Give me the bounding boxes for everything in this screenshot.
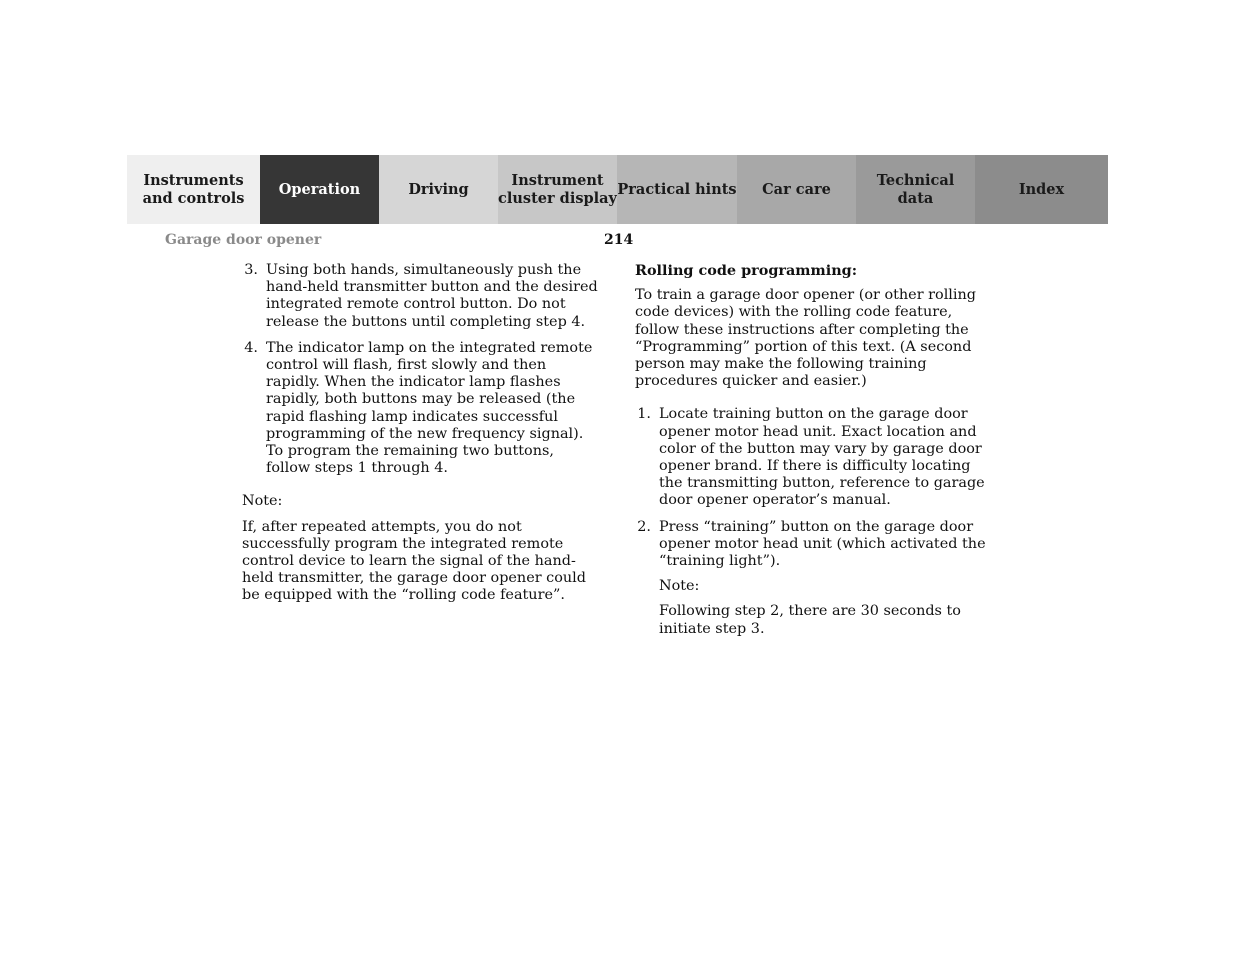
tab-practical-hints[interactable] — [617, 155, 737, 224]
tab-driving[interactable] — [379, 155, 498, 224]
step-text: Press “training” button on the garage door opener motor head unit (which activated the “training light”). — [659, 518, 986, 570]
tab-operation[interactable] — [260, 155, 379, 224]
right-column — [635, 262, 995, 647]
tab-label: Driving — [408, 180, 469, 198]
step-list — [635, 406, 995, 637]
section-heading: Rolling code programming: — [635, 262, 858, 279]
list-item — [635, 519, 995, 638]
list-item — [635, 406, 995, 509]
tab-car-care[interactable] — [737, 155, 856, 224]
tab-label: Instrument cluster display — [498, 171, 617, 207]
note-label: Note: — [242, 493, 283, 510]
chapter-tab-bar — [127, 155, 1108, 224]
tab-label: Car care — [762, 180, 831, 198]
tab-instrument-cluster-display[interactable] — [498, 155, 617, 224]
tab-label: Technical data — [876, 171, 955, 207]
tab-technical-data[interactable] — [856, 155, 975, 224]
step-number: 3. — [244, 262, 258, 278]
note-text: If, after repeated attempts, you do not successfully program the integrated remote control device to learn the signal of the hand-held transmitter, the garage door opener could be equipped with the “rolling code feature”. — [242, 518, 586, 604]
page-number: 214 — [604, 232, 634, 248]
note-label: Note: — [659, 578, 700, 595]
step-number: 1. — [637, 406, 651, 423]
left-column — [242, 262, 602, 605]
tab-index[interactable] — [975, 155, 1108, 224]
step-list — [242, 262, 602, 477]
tab-label: Operation — [278, 180, 361, 198]
step-text: Using both hands, simultaneously push the hand-held transmitter button and the desired integrated remote control button. Do not release the buttons until completing step 4. — [266, 262, 598, 330]
section-title: Garage door opener — [165, 232, 322, 248]
list-item — [242, 340, 602, 478]
step-number: 4. — [244, 339, 258, 356]
tab-label: Practical hints — [617, 180, 737, 198]
step-number: 2. — [637, 518, 651, 535]
note-text: Following step 2, there are 30 seconds to initiate step 3. — [659, 603, 961, 637]
tab-label: Instruments and controls — [142, 171, 245, 207]
intro-paragraph: To train a garage door opener (or other rolling code devices) with the rolling code feature, follow these instructions after completing the “Programming” portion of this text. (A second person may make the following training procedures quicker and easier.) — [635, 287, 976, 390]
list-item — [242, 262, 602, 331]
step-text: The indicator lamp on the integrated remote control will flash, first slowly and then rapidly. When the indicator lamp flashes rapidly, both buttons may be released (the rapid flashing lamp indicates successful programming of the new frequency signal). To program the remaining two buttons, follow steps 1 through 4. — [266, 339, 593, 477]
tab-label: Index — [1018, 180, 1065, 198]
tab-instruments-and-controls[interactable] — [127, 155, 260, 224]
step-text: Locate training button on the garage door opener motor head unit. Exact location and color of the button may vary by garage door opener brand. If there is difficulty locating the transmitting button, reference to garage door opener operator’s manual. — [659, 406, 985, 509]
